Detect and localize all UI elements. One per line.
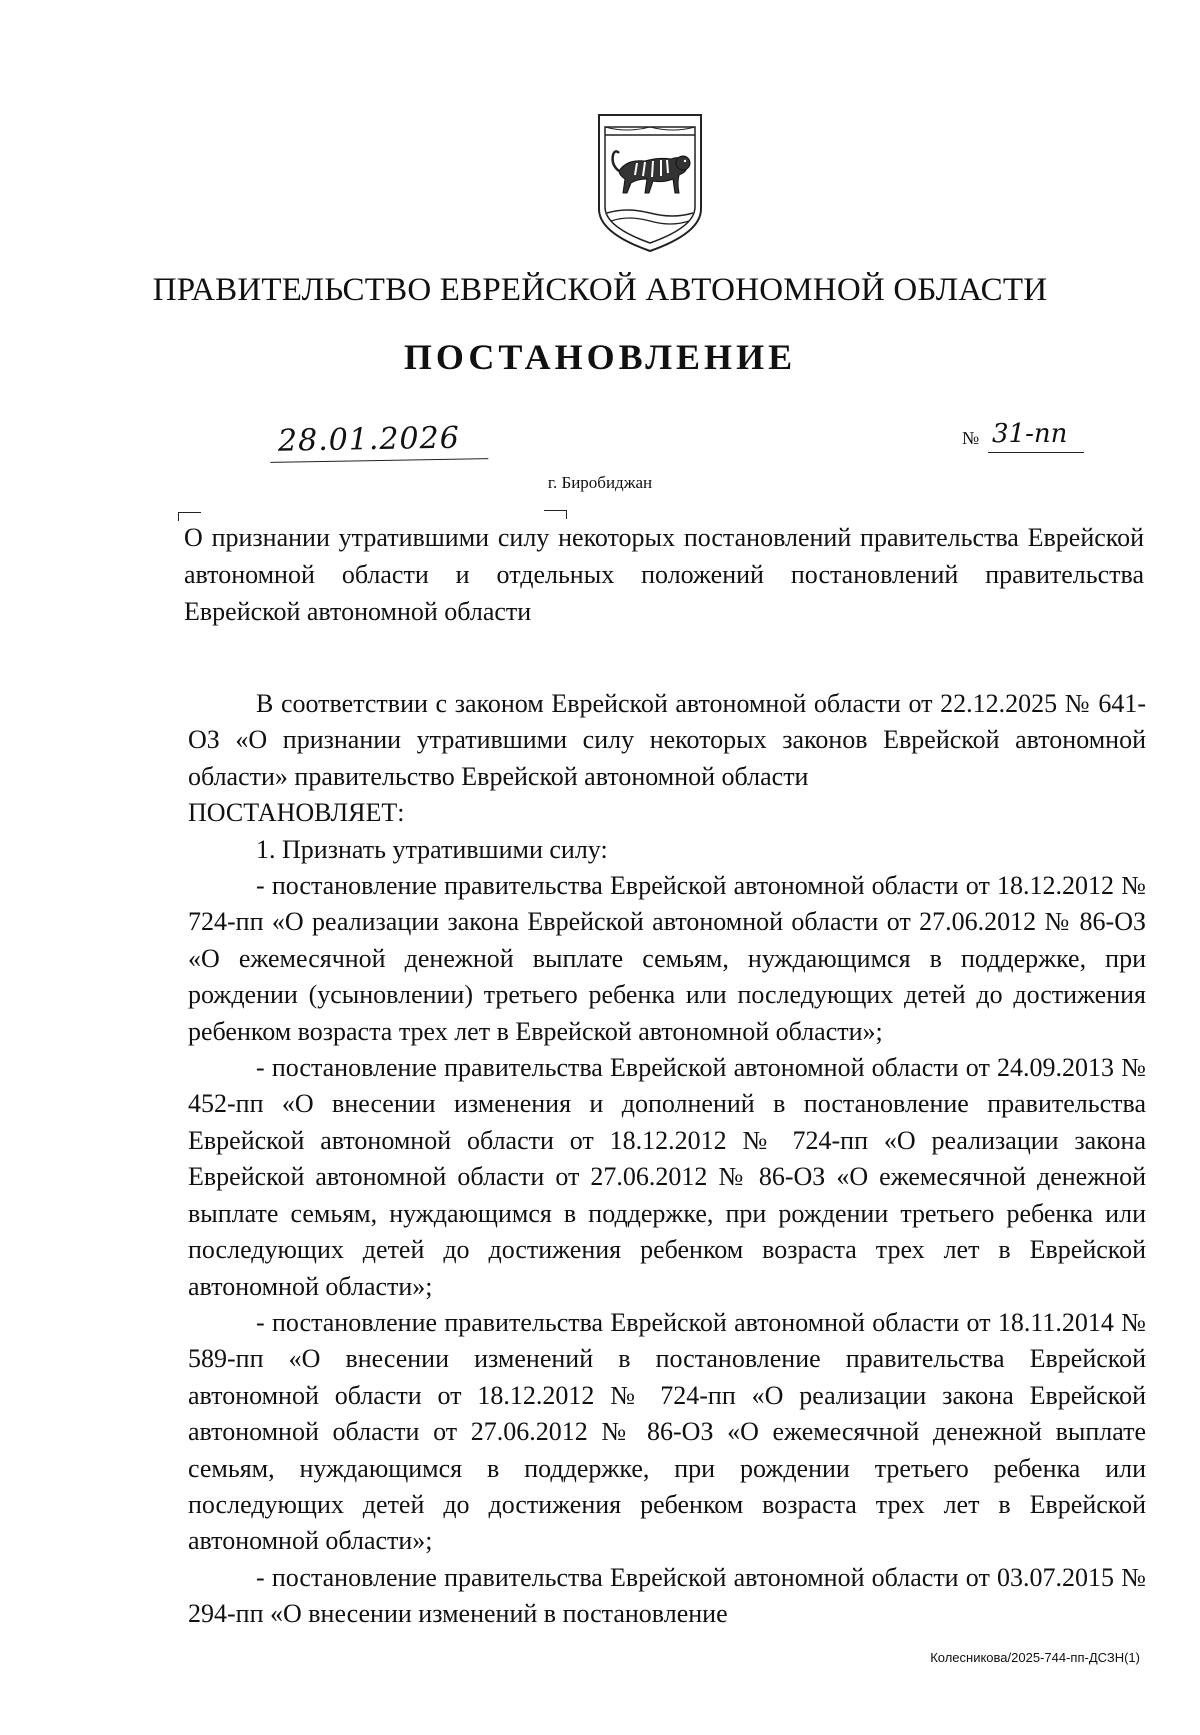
list-item: - постановление правительства Еврейской автономной области от 24.09.2013 № 452-пп «О внесении изменения и дополнений в постановление правительства Еврейской автономной области от 18.12.2012 № 724-пп «О реализации закона Еврейской автономной области от 27.06.2012 № 86-ОЗ «О ежемесячной денежной выплате семьям, нуждающимся в поддержке, при рождении третьего ребенка или последующих детей до достижения ребенком возраста трех лет в Еврейской автономной области»; (188, 1053, 1146, 1301)
list-item: - постановление правительства Еврейской автономной области от 18.12.2012 № 724-пп «О реализации закона Еврейской автономной области от 27.06.2012 № 86-ОЗ «О ежемесячной денежной выплате семьям, нуждающимся в поддержке, при рождении (усыновлении) третьего ребенка или последующих детей до достижения ребенком возраста трех лет в Еврейской автономной области»; (188, 871, 1146, 1046)
resolves-statement: ПОСТАНОВЛЯЕТ: (188, 798, 405, 828)
footer-reference: Колесникова/2025-744-пп-ДСЗН(1) (930, 1650, 1140, 1665)
number-label: № (962, 428, 980, 448)
document-date: 28.01.2026 (270, 418, 489, 463)
list-item: - постановление правительства Еврейской автономной области от 03.07.2015 № 294-пп «О внесении изменений в постановление (188, 1562, 1146, 1629)
government-title: ПРАВИТЕЛЬСТВО ЕВРЕЙСКОЙ АВТОНОМНОЙ ОБЛАСТИ (152, 272, 1048, 308)
preamble-paragraph: В соответствии с законом Еврейской автономной области от 22.12.2025 № 641-ОЗ «О признании утратившими силу некоторых законов Еврейской автономной области» правительство Еврейской автономной области (188, 689, 1146, 791)
tiger-coat-of-arms-icon (597, 113, 703, 253)
point-1: 1. Признать утратившими силу: (256, 834, 608, 864)
city-name: г. Биробиджан (547, 473, 653, 492)
document-body (188, 686, 1146, 1633)
document-subject (184, 519, 1144, 630)
subject-bracket-right (544, 510, 567, 519)
document-type-title: ПОСТАНОВЛЕНИЕ (403, 337, 797, 377)
subject-text: О признании утратившими силу некоторых постановлений правительства Еврейской автономной области и отдельных положений постановлений правительства Еврейской автономной области (184, 523, 1144, 626)
list-item: - постановление правительства Еврейской автономной области от 18.11.2014 № 589-пп «О внесении изменений в постановление правительства Еврейской автономной области от 18.12.2012 № 724-пп «О реализации закона Еврейской автономной области от 27.06.2012 № 86-ОЗ «О ежемесячной денежной выплате семьям, нуждающимся в поддержке, при рождении третьего ребенка или последующих детей до достижения ребенком возраста трех лет в Еврейской автономной области»; (188, 1307, 1146, 1556)
document-number: 31-пп (988, 418, 1084, 453)
